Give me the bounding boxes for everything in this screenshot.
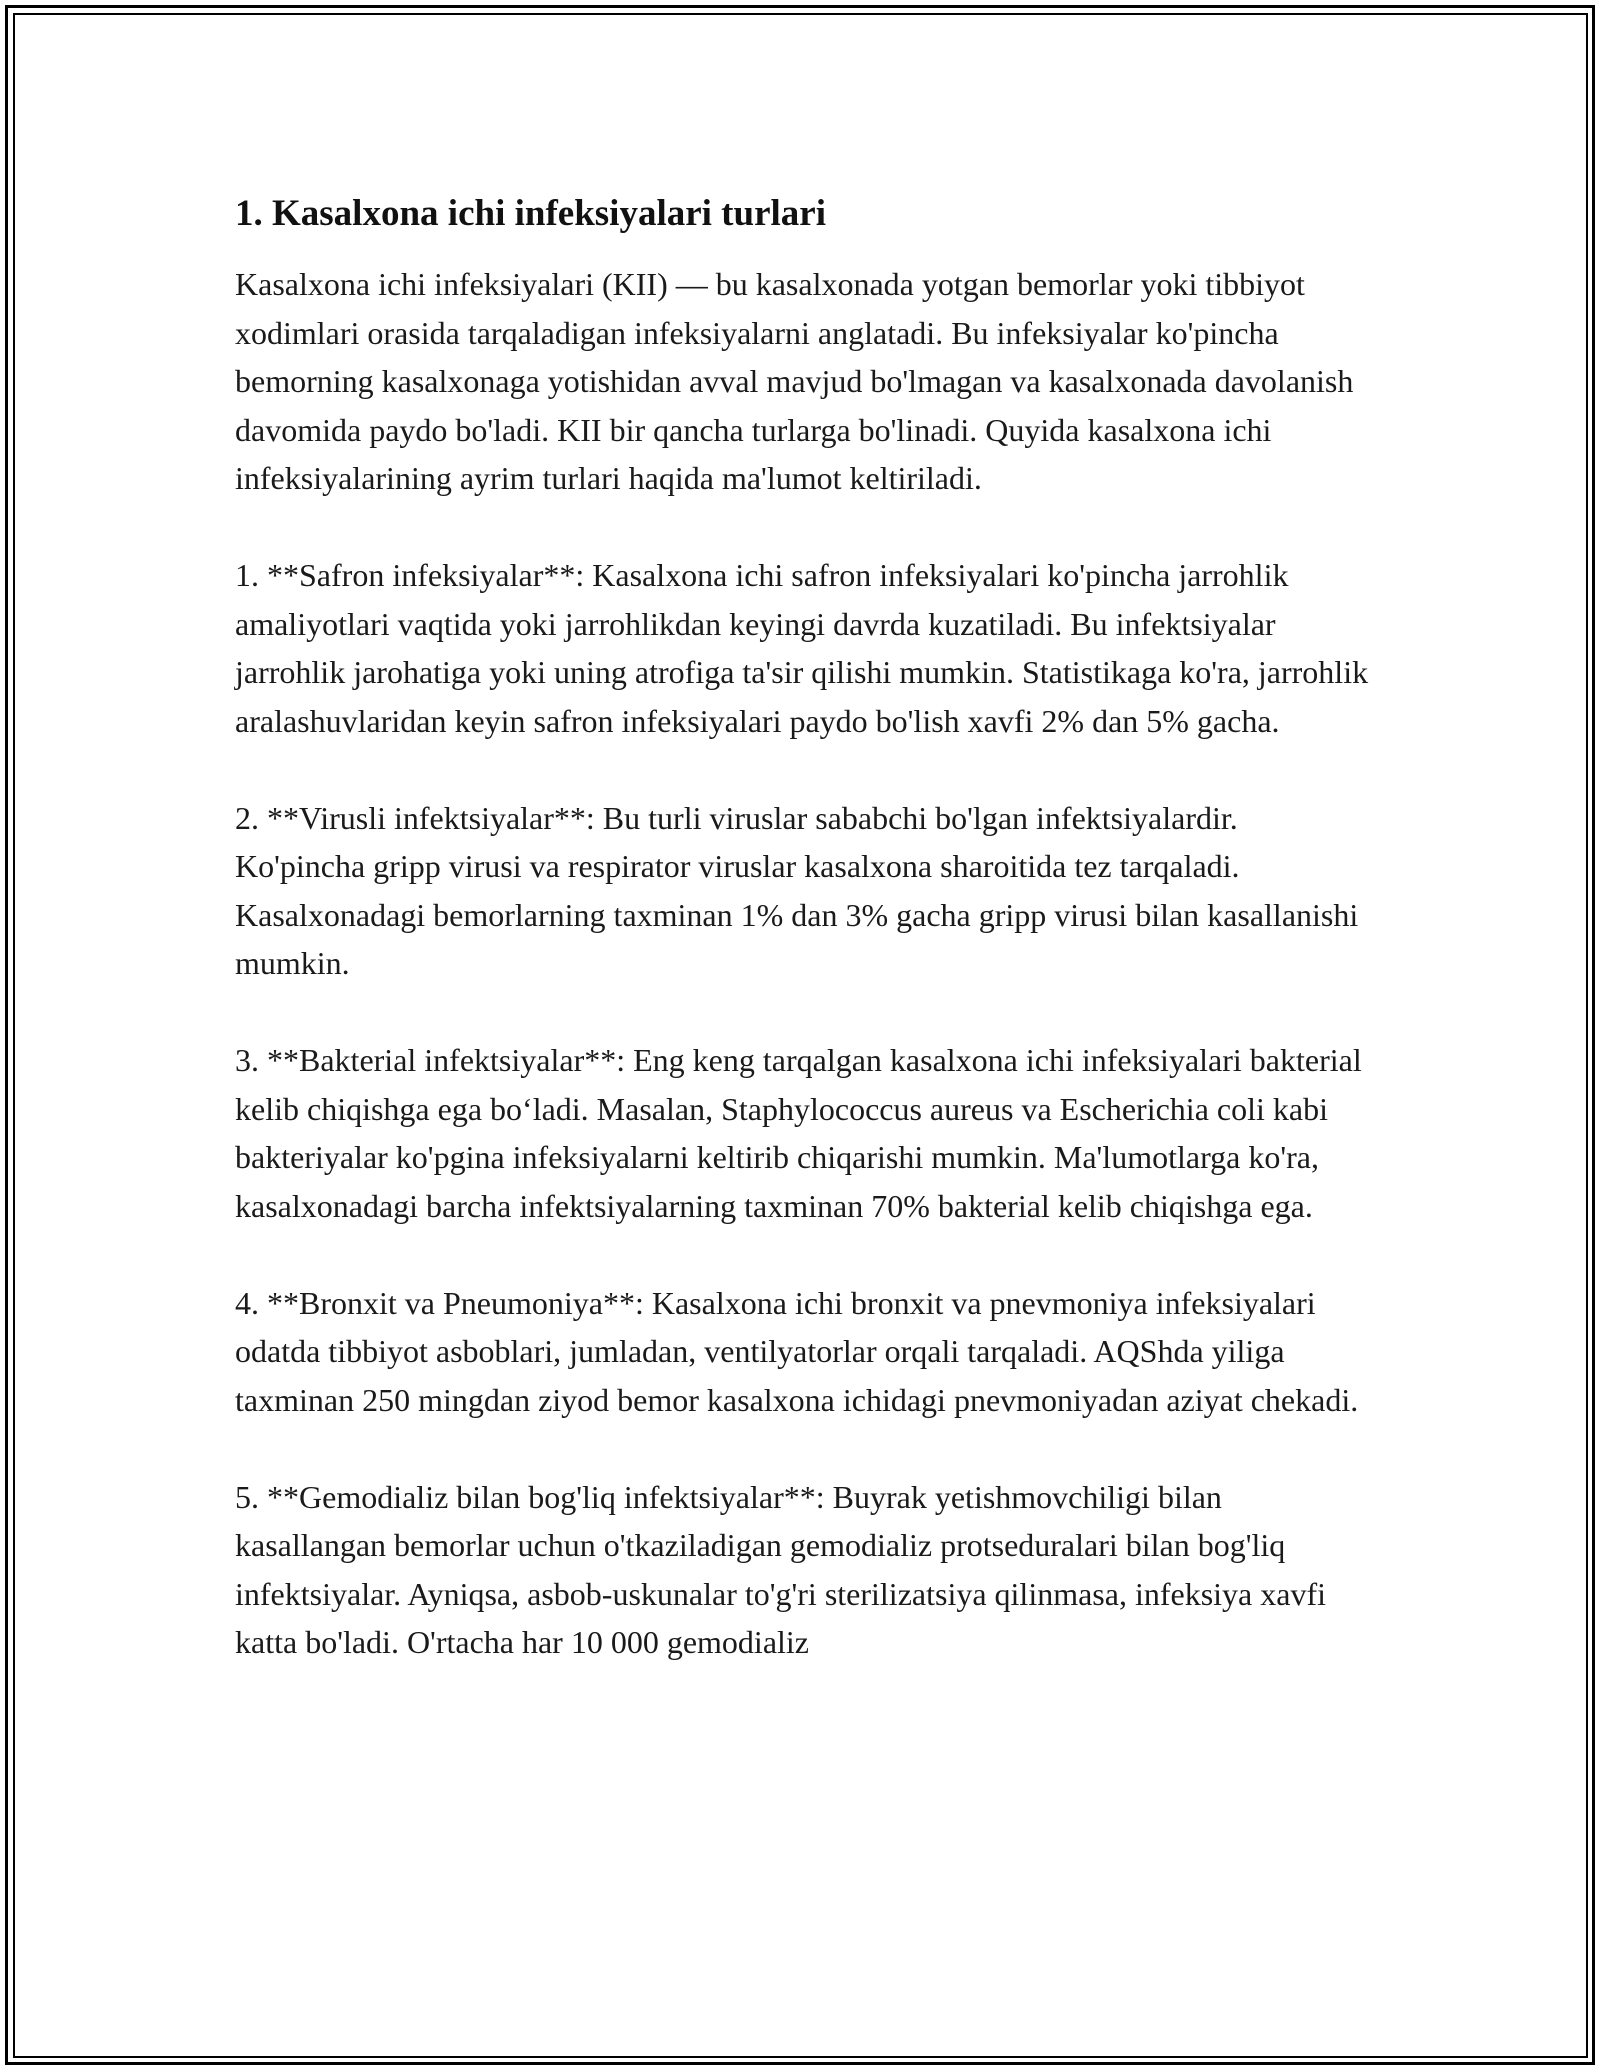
- section-heading: 1. Kasalxona ichi infeksiyalari turlari: [235, 193, 826, 234]
- paragraph-bacterial-infections: 3. **Bakterial infektsiyalar**: Eng keng tarqalgan kasalxona ichi infeksiyalari bakterial kelib chiqishga ega bo‘ladi. Masalan, Staphylococcus aureus va Escherichia coli kabi bakteriyalar ko'pgina infeksiyalarni keltirib chiqarishi mumkin. Ma'lumotlarga ko'ra, kasalxonadagi barcha infektsiyalarning taxminan 70% bakterial kelib chiqishga ega.: [235, 1042, 1362, 1224]
- document-body: [235, 190, 1370, 1715]
- paragraph-viral-infections: 2. **Virusli infektsiyalar**: Bu turli viruslar sababchi bo'lgan infektsiyalardir. Ko'pincha gripp virusi va respirator viruslar kasalxona sharoitida tez tarqaladi. Kasalxonadagi bemorlarning taxminan 1% dan 3% gacha gripp virusi bilan kasallanishi mumkin.: [235, 799, 1359, 981]
- intro-paragraph: Kasalxona ichi infeksiyalari (KII) — bu kasalxonada yotgan bemorlar yoki tibbiyot xodimlari orasida tarqaladigan infeksiyalarni anglatadi. Bu infeksiyalar ko'pincha bemorning kasalxonaga yotishidan avval mavjud bo'lmagan va kasalxonada davolanish davomida paydo bo'ladi. KII bir qancha turlarga bo'linadi. Quyida kasalxona ichi infeksiyalarining ayrim turlari haqida ma'lumot keltiriladi.: [235, 266, 1354, 496]
- paragraph-bronchitis-pneumonia: 4. **Bronxit va Pneumoniya**: Kasalxona ichi bronxit va pnevmoniya infeksiyalari odatda tibbiyot asboblari, jumladan, ventilyatorlar orqali tarqaladi. AQShda yiliga taxminan 250 mingdan ziyod bemor kasalxona ichidagi pnevmoniyadan aziyat chekadi.: [235, 1284, 1359, 1418]
- paragraph-hemodialysis-infections: 5. **Gemodializ bilan bog'liq infektsiyalar**: Buyrak yetishmovchiligi bilan kasallangan bemorlar uchun o'tkaziladigan gemodializ protseduralari bilan bog'liq infektsiyalar. Ayniqsa, asbob-uskunalar to'g'ri sterilizatsiya qilinmasa, infeksiya xavfi katta bo'ladi. O'rtacha har 10 000 gemodializ: [235, 1478, 1326, 1660]
- paragraph-safron-infections: 1. **Safron infeksiyalar**: Kasalxona ichi safron infeksiyalari ko'pincha jarrohlik amaliyotlari vaqtida yoki jarrohlikdan keyingi davrda kuzatiladi. Bu infektsiyalar jarrohlik jarohatiga yoki uning atrofiga ta'sir qilishi mumkin. Statistikaga ko'ra, jarrohlik aralashuvlaridan keyin safron infeksiyalari paydo bo'lish xavfi 2% dan 5% gacha.: [235, 557, 1369, 739]
